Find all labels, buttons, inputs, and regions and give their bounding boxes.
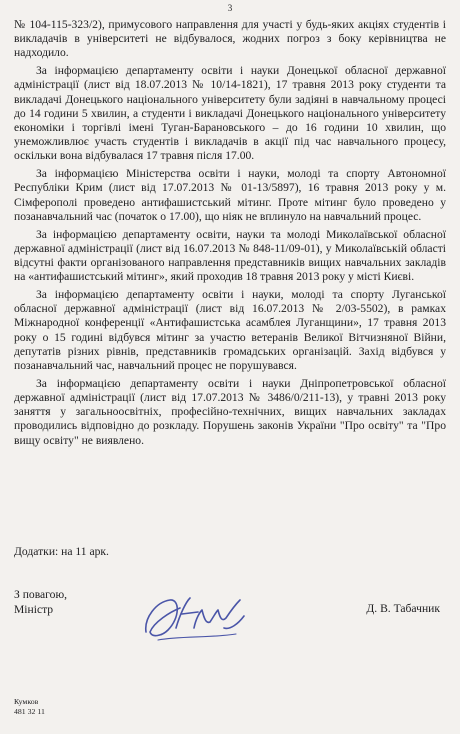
paragraph-continuation: № 104-115-323/2), примусового направлення для участі у будь-яких акціях студентів і викладачів в університеті не відбувалося, жодних погроз з боку керівництва не надходило. [14, 18, 446, 60]
signer-name: Д. В. Табачник [366, 602, 440, 615]
footer-contact [14, 697, 45, 717]
handwritten-signature [140, 588, 250, 648]
executor-name: Кумков [14, 697, 39, 706]
paragraph-luhansk: За інформацією департаменту освіти і науки, молоді та спорту Луганської обласної державної адміністрації (лист від 16.07.2013 № 2/03-5502), в рамках Міжнародної конференції «Антифашистська асамблея Луганщини», 17 травня 2013 року о 15 годині відбувся мітинг за участю ветеранів Великої Вітчизняної Війни, депутатів різних рівнів, представників громадських організацій. Захід відбувся у позанавчальний час, навчальний процес не порушувався. [14, 288, 446, 373]
paragraph-mykolaiv: За інформацією департаменту освіти, науки та молоді Миколаївської обласної державної адміністрації (лист від 16.07.2013 № 848-11/09-01), у Миколаївській області відсутні факти організованого направлення представників вищих навчальних закладів на «антифашистський мітинг», який проходив 18 травня 2013 року у місті Києві. [14, 227, 446, 284]
executor-phone: 481 32 11 [14, 707, 45, 716]
closing-title: Міністр [14, 602, 54, 616]
closing-salutation: З повагою, [14, 588, 67, 601]
paragraph-donetsk: За інформацією департаменту освіти і науки Донецької обласної державної адміністрації (лист від 18.07.2013 № 10/14-1821), 17 травня 2013 року студенти та викладачі Донецького національного університету були задіяні в навчальному процесі до 14 години 5 хвилин, а студенти і викладачі Донецького національного університету економіки і торгівлі імені Туган-Барановського – до 16 години 10 хвилин, що унеможливлює участь студентів і викладачів в акції під час навчального процесу, оскільки вона відбувалася 17 травня після 17.00. [14, 64, 446, 163]
attachments-note: Додатки: на 11 арк. [14, 545, 109, 558]
page-number: 3 [227, 3, 233, 13]
paragraph-dnipropetrovsk: За інформацією департаменту освіти і науки Дніпропетровської обласної державної адміністрації (лист від 17.07.2013 № 3486/0/211-13), у травні 2013 року заняття у загальноосвітніх, професійно-технічних, вищих навчальних закладах проводились відповідно до розкладу. Порушень законів України "Про освіту" та "Про вищу освіту" не виявлено. [14, 376, 446, 447]
letter-body [14, 18, 446, 451]
paragraph-crimea: За інформацією Міністерства освіти і науки, молоді та спорту Автономної Республіки Крим (лист від 17.07.2013 № 01-13/5897), 16 травня 2013 року у м. Сімферополі проведено антифашистський мітинг. Проте мітинг було проведено у позанавчальний час (початок о 17.00), що ніяк не вплинуло на навчальний процес. [14, 167, 446, 223]
closing-block [14, 588, 67, 617]
